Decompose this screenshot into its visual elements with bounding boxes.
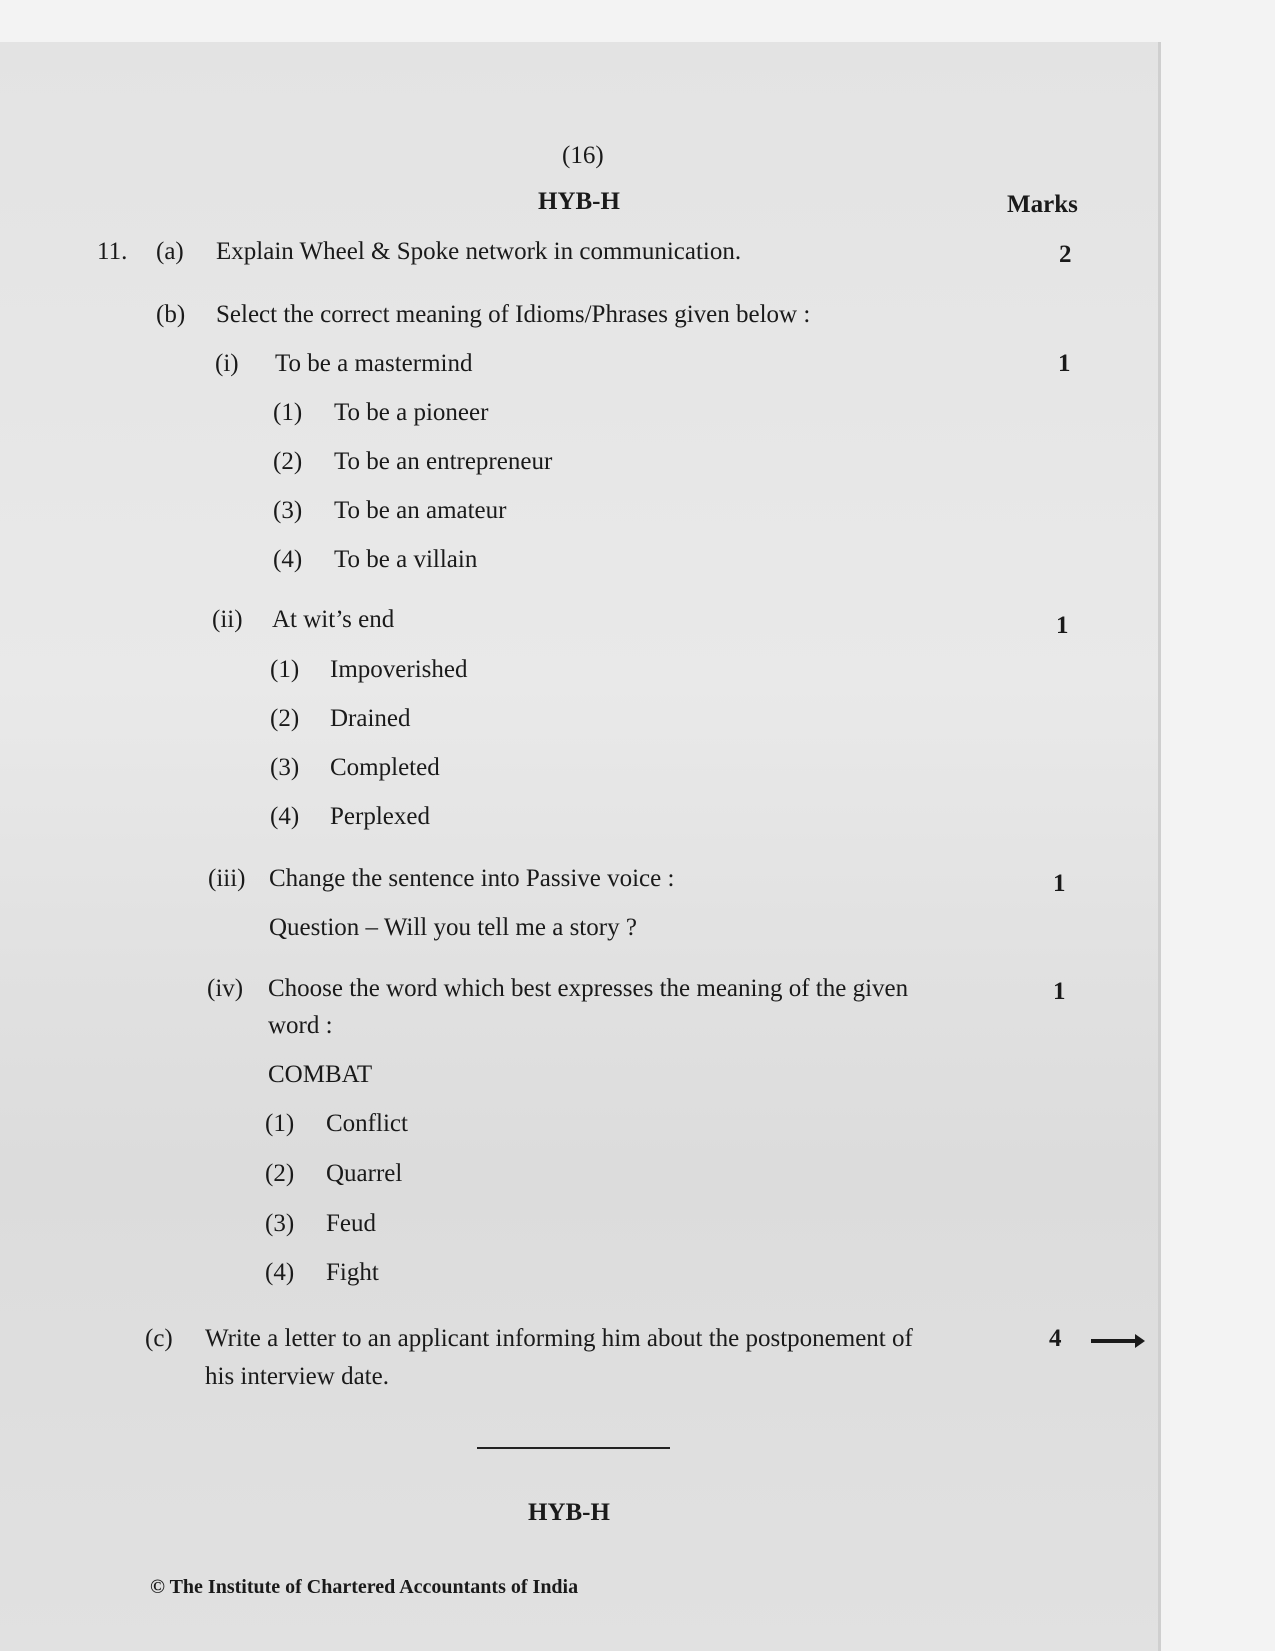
option-num: (3) [270, 754, 300, 781]
sub-i-marks: 1 [1058, 350, 1071, 377]
sub-iv-text-cont: word : [268, 1012, 333, 1039]
end-rule [477, 1447, 670, 1449]
option-num: (2) [273, 448, 303, 475]
option-text: Fight [326, 1259, 379, 1286]
part-b-label: (b) [156, 301, 186, 328]
option-text: Conflict [326, 1110, 408, 1137]
question-number: 11. [97, 238, 128, 265]
option-num: (3) [265, 1210, 295, 1237]
sub-ii-label: (ii) [212, 606, 243, 633]
sub-ii-marks: 1 [1056, 612, 1069, 639]
option-text: Drained [330, 705, 411, 732]
sub-iv-word: COMBAT [268, 1061, 373, 1088]
marks-heading: Marks [1007, 191, 1078, 218]
option-text: Quarrel [326, 1160, 403, 1187]
option-text: To be a pioneer [334, 399, 489, 426]
part-a-label: (a) [156, 238, 184, 265]
sub-ii-text: At wit’s end [272, 606, 395, 633]
sub-iii-marks: 1 [1053, 870, 1066, 897]
sub-iii-text: Change the sentence into Passive voice : [269, 865, 675, 892]
sub-iv-text: Choose the word which best expresses the meaning of the given [268, 975, 909, 1002]
sub-iii-question: Question – Will you tell me a story ? [269, 914, 637, 941]
margin-arrow-mark [1091, 1339, 1141, 1343]
option-text: To be an entrepreneur [334, 448, 553, 475]
part-c-label: (c) [145, 1325, 173, 1352]
option-text: Feud [326, 1210, 376, 1237]
option-text: Perplexed [330, 803, 430, 830]
option-num: (4) [273, 546, 303, 573]
option-num: (4) [270, 803, 300, 830]
option-num: (4) [265, 1259, 295, 1286]
part-c-text: Write a letter to an applicant informing him about the postponement of [205, 1325, 913, 1352]
part-c-text-cont: his interview date. [205, 1363, 389, 1390]
part-b-text: Select the correct meaning of Idioms/Phrases given below : [216, 301, 811, 328]
page-number: (16) [562, 142, 604, 169]
option-num: (1) [265, 1110, 295, 1137]
option-num: (1) [270, 656, 300, 683]
option-text: Impoverished [330, 656, 468, 683]
sub-iii-label: (iii) [208, 865, 246, 892]
part-a-marks: 2 [1059, 241, 1072, 268]
sub-iv-label: (iv) [207, 975, 244, 1002]
part-c-marks: 4 [1049, 1325, 1062, 1352]
option-text: Completed [330, 754, 440, 781]
copyright-notice: © The Institute of Chartered Accountants of India [150, 1576, 579, 1598]
option-num: (2) [265, 1160, 295, 1187]
option-text: To be a villain [334, 546, 478, 573]
footer-code: HYB-H [528, 1499, 610, 1526]
exam-page [0, 42, 1161, 1651]
sub-i-label: (i) [215, 350, 239, 377]
option-num: (3) [273, 497, 303, 524]
sub-i-text: To be a mastermind [275, 350, 473, 377]
option-num: (1) [273, 399, 303, 426]
sub-iv-marks: 1 [1053, 978, 1066, 1005]
option-text: To be an amateur [334, 497, 507, 524]
paper-code: HYB-H [538, 188, 620, 215]
option-num: (2) [270, 705, 300, 732]
part-a-text: Explain Wheel & Spoke network in communication. [216, 238, 742, 265]
